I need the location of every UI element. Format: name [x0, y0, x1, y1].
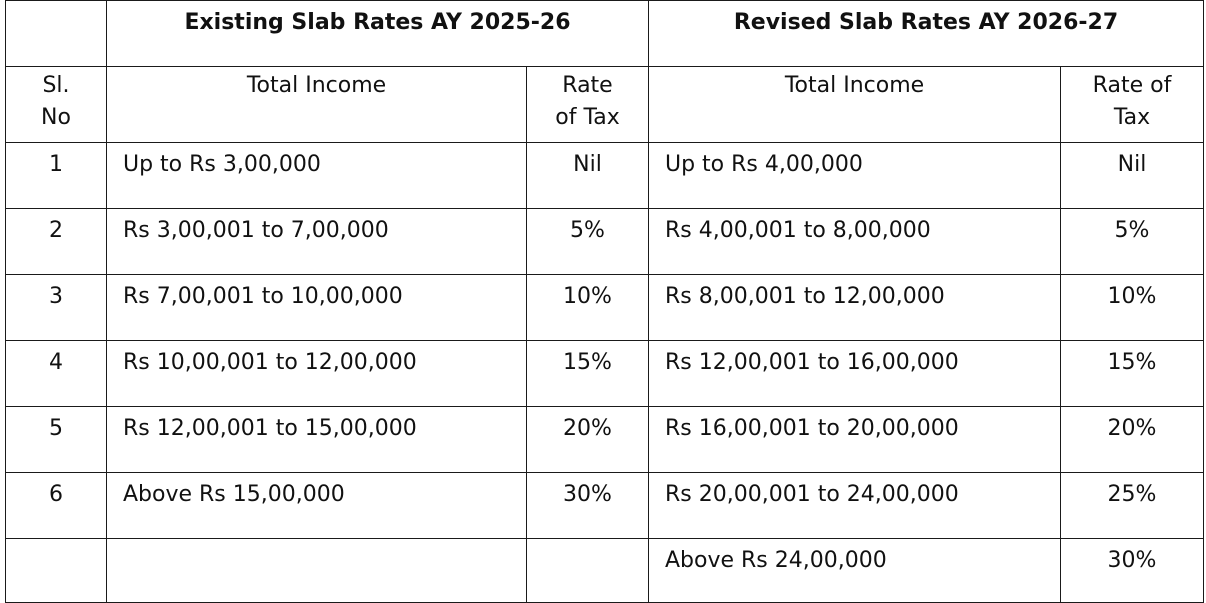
- revised-income-cell: Rs 16,00,001 to 20,00,000: [649, 407, 1061, 473]
- tax-slab-table-body: [6, 1, 1204, 603]
- revised-rate-cell: 20%: [1061, 407, 1204, 473]
- sl-no-cell: 1: [6, 143, 107, 209]
- revised-rate-cell: Nil: [1061, 143, 1204, 209]
- existing-income-cell: Above Rs 15,00,000: [107, 473, 527, 539]
- table-row: [6, 341, 1204, 407]
- revised-income-cell: Rs 12,00,001 to 16,00,000: [649, 341, 1061, 407]
- revised-rate-cell: 15%: [1061, 341, 1204, 407]
- existing-income-cell: Rs 7,00,001 to 10,00,000: [107, 275, 527, 341]
- revised-rate-cell: 5%: [1061, 209, 1204, 275]
- revised-rate-cell: 25%: [1061, 473, 1204, 539]
- existing-income-cell: [107, 539, 527, 603]
- existing-rate-of-tax-header: Rate of Tax: [527, 67, 649, 143]
- revised-income-cell: Up to Rs 4,00,000: [649, 143, 1061, 209]
- existing-income-cell: Rs 3,00,001 to 7,00,000: [107, 209, 527, 275]
- column-header-row: [6, 67, 1204, 143]
- revised-rate-cell: 10%: [1061, 275, 1204, 341]
- revised-rate-of-tax-header: Rate of Tax: [1061, 67, 1204, 143]
- sl-no-cell: 2: [6, 209, 107, 275]
- existing-slab-header: Existing Slab Rates AY 2025-26: [107, 1, 649, 67]
- existing-rate-cell: Nil: [527, 143, 649, 209]
- tax-slab-table: [5, 0, 1204, 603]
- existing-rate-cell: 10%: [527, 275, 649, 341]
- table-row: [6, 407, 1204, 473]
- revised-income-cell: Rs 8,00,001 to 12,00,000: [649, 275, 1061, 341]
- table-row: [6, 275, 1204, 341]
- existing-rate-cell: 20%: [527, 407, 649, 473]
- group-header-row: [6, 1, 1204, 67]
- sl-no-cell: 3: [6, 275, 107, 341]
- existing-income-cell: Up to Rs 3,00,000: [107, 143, 527, 209]
- sl-no-cell: 4: [6, 341, 107, 407]
- revised-income-cell: Above Rs 24,00,000: [649, 539, 1061, 603]
- existing-rate-cell: 15%: [527, 341, 649, 407]
- table-row: [6, 209, 1204, 275]
- table-row: [6, 473, 1204, 539]
- existing-rate-cell: 5%: [527, 209, 649, 275]
- existing-rate-cell: [527, 539, 649, 603]
- empty-corner-cell: [6, 1, 107, 67]
- revised-rate-cell: 30%: [1061, 539, 1204, 603]
- revised-income-cell: Rs 20,00,001 to 24,00,000: [649, 473, 1061, 539]
- revised-total-income-header: Total Income: [649, 67, 1061, 143]
- revised-income-cell: Rs 4,00,001 to 8,00,000: [649, 209, 1061, 275]
- table-row: [6, 539, 1204, 603]
- sl-no-cell: [6, 539, 107, 603]
- sl-no-cell: 5: [6, 407, 107, 473]
- existing-income-cell: Rs 10,00,001 to 12,00,000: [107, 341, 527, 407]
- existing-income-cell: Rs 12,00,001 to 15,00,000: [107, 407, 527, 473]
- table-row: [6, 143, 1204, 209]
- sl-no-cell: 6: [6, 473, 107, 539]
- existing-rate-cell: 30%: [527, 473, 649, 539]
- revised-slab-header: Revised Slab Rates AY 2026-27: [649, 1, 1204, 67]
- sl-no-header: Sl. No: [6, 67, 107, 143]
- existing-total-income-header: Total Income: [107, 67, 527, 143]
